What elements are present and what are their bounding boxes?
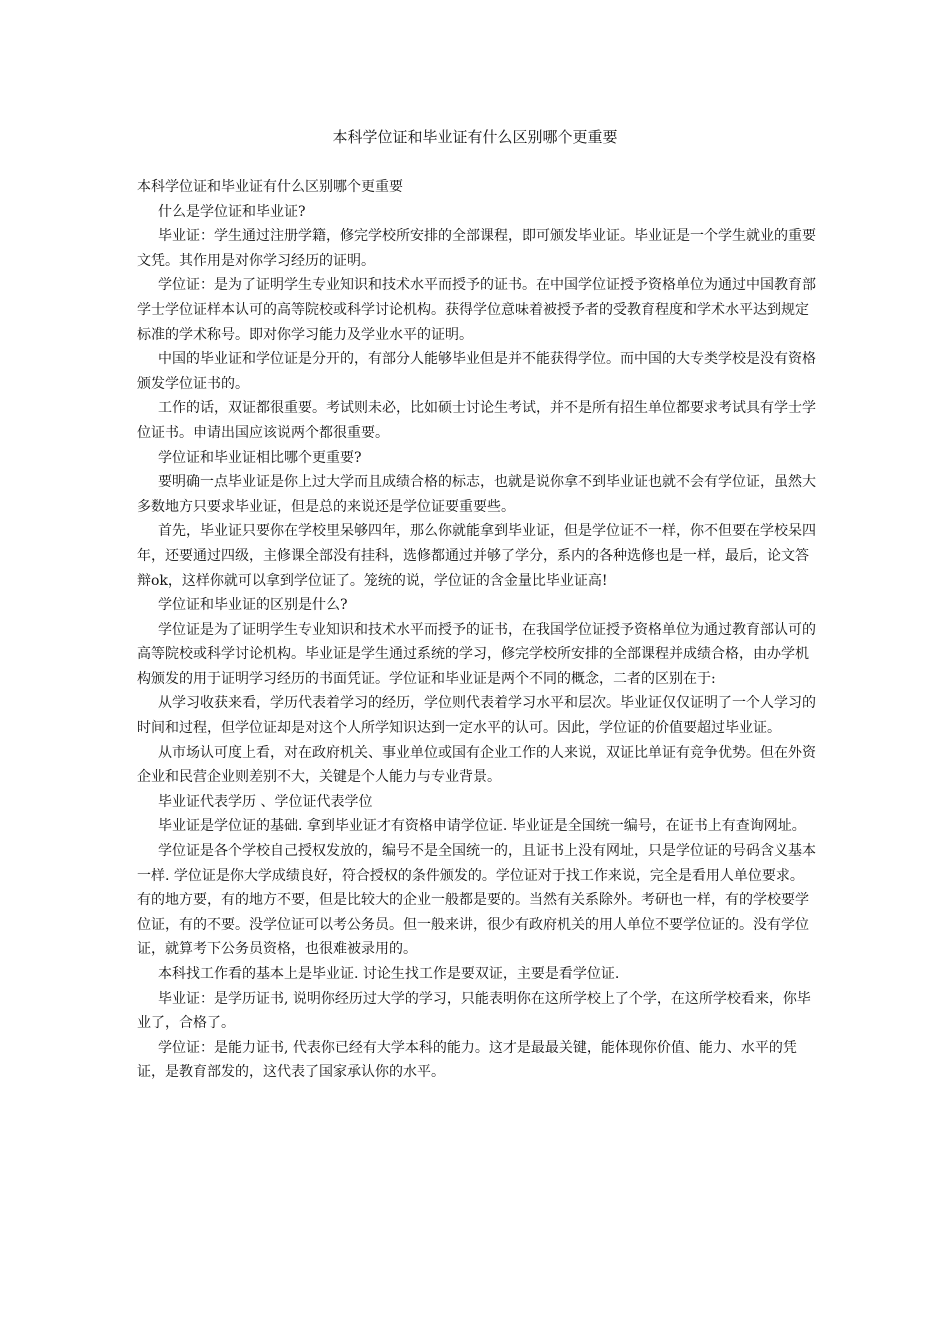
paragraph: 毕业证是学位证的基础. 拿到毕业证才有资格申请学位证. 毕业证是全国统一编号，在证书上有查询网址。: [158, 818, 806, 835]
paragraph: 学位证是各个学校自己授权发放的，编号不是全国统一的，且证书上没有网址，只是学位证的号码含义基本一样. 学位证是你大学成绩良好，符合授权的条件颁发的。学位证对于找工作来说，完全是看用人单位要求。有的地方要，有的地方不要，但是比较大的企业一般都是要的。当然有关系除外。考研也一样，有的学校要学位证，有的不要。没学位证可以考公务员。但一般来讲，很少有政府机关的用人单位不要学位证的。没有学位证，就算考下公务员资格，也很难被录用的。: [137, 843, 816, 958]
paragraph: 毕业证：学生通过注册学籍，修完学校所安排的全部课程，即可颁发毕业证。毕业证是一个学生就业的重要文凭。其作用是对你学习经历的证明。: [137, 228, 816, 269]
paragraph: 本科找工作看的基本上是毕业证. 讨论生找工作是要双证，主要是看学位证.: [158, 966, 620, 982]
document-title: 本科学位证和毕业证有什么区别哪个更重要: [332, 128, 618, 146]
paragraph: 从学习收获来看，学历代表着学习的经历，学位则代表着学习水平和层次。毕业证仅仅证明了一个人学习的时间和过程，但学位证却是对这个人所学知识达到一定水平的认可。因此，学位证的价值要超过毕业证。: [137, 695, 816, 737]
paragraph: 什么是学位证和毕业证?: [158, 203, 306, 220]
paragraph: 首先，毕业证只要你在学校里呆够四年，那么你就能拿到毕业证，但是学位证不一样，你不但要在学校呆四年，还要通过四级，主修课全部没有挂科，选修都通过并够了学分，系内的各种选修也是一样，最后，论文答辩ok，这样你就可以拿到学位证了。笼统的说，学位证的含金量比毕业证高!: [137, 523, 816, 589]
paragraph: 学位证：是能力证书, 代表你已经有大学本科的能力。这才是最最关键，能体现你价值、能力、水平的凭证，是教育部发的，这代表了国家承认你的水平。: [137, 1039, 797, 1081]
paragraph: 学位证和毕业证的区别是什么?: [158, 597, 348, 614]
paragraph: 工作的话，双证都很重要。考试则未必，比如硕士讨论生考试，并不是所有招生单位都要求考试具有学士学位证书。申请出国应该说两个都很重要。: [137, 400, 816, 441]
paragraph: 中国的毕业证和学位证是分开的，有部分人能够毕业但是并不能获得学位。而中国的大专类学校是没有资格颁发学位证书的。: [137, 351, 816, 392]
paragraph: 毕业证代表学历 、学位证代表学位: [158, 793, 373, 810]
paragraph: 学位证和毕业证相比哪个更重要?: [158, 449, 362, 466]
paragraph: 要明确一点毕业证是你上过大学而且成绩合格的标志，也就是说你拿不到毕业证也就不会有学位证，虽然大多数地方只要求毕业证，但是总的来说还是学位证要重要些。: [137, 474, 816, 515]
body-heading: 本科学位证和毕业证有什么区别哪个更重要: [137, 179, 403, 195]
paragraph: 毕业证：是学历证书, 说明你经历过大学的学习，只能表明你在这所学校上了个学，在这所学校看来，你毕业了，合格了。: [137, 990, 811, 1032]
document-body: [137, 175, 817, 1085]
paragraph: 学位证：是为了证明学生专业知识和技术水平而授予的证书。在中国学位证授予资格单位为通过中国教育部学士学位证样本认可的高等院校或科学讨论机构。获得学位意味着被授予者的受教育程度和学术水平达到规定标准的学术称号。即对你学习能力及学业水平的证明。: [137, 277, 816, 343]
paragraph: 学位证是为了证明学生专业知识和技术水平而授予的证书，在我国学位证授予资格单位为通过教育部认可的高等院校或科学讨论机构。毕业证是学生通过系统的学习，修完学校所安排的全部课程并成绩合格，由办学机构颁发的用于证明学习经历的书面凭证。学位证和毕业证是两个不同的概念，二者的区别在于:: [137, 621, 816, 687]
paragraph: 从市场认可度上看，对在政府机关、事业单位或国有企业工作的人来说，双证比单证有竞争优势。但在外资企业和民营企业则差别不大，关键是个人能力与专业背景。: [137, 744, 816, 786]
